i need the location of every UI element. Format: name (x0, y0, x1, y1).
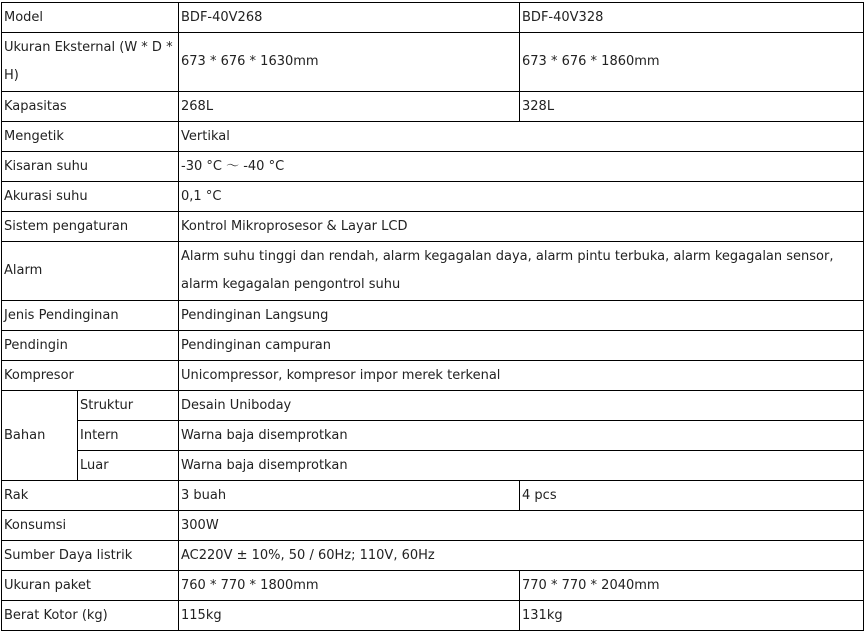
row-label: Ukuran Eksternal (W * D * H) (2, 33, 179, 92)
cell-value: Pendinginan Langsung (179, 301, 864, 331)
cell-value: 131kg (520, 601, 864, 631)
cell-value: 328L (520, 92, 864, 122)
table-row (2, 391, 864, 421)
table-row (2, 361, 864, 391)
cell-value: 268L (179, 92, 520, 122)
cell-value: 0,1 °C (179, 182, 864, 212)
cell-value: -30 °C ～ -40 °C (179, 152, 864, 182)
cell-value: 115kg (179, 601, 520, 631)
cell-value: 673 * 676 * 1630mm (179, 33, 520, 92)
cell-value: Unicompressor, kompresor impor merek terkenal (179, 361, 864, 391)
table-row (2, 601, 864, 631)
table-row (2, 571, 864, 601)
row-label: Rak (2, 481, 179, 511)
row-label: Ukuran paket (2, 571, 179, 601)
row-label: Sistem pengaturan (2, 212, 179, 242)
row-label: Kisaran suhu (2, 152, 179, 182)
table-row (2, 451, 864, 481)
row-label: Pendingin (2, 331, 179, 361)
spec-table (1, 2, 864, 631)
table-row (2, 421, 864, 451)
row-label: Sumber Daya listrik (2, 541, 179, 571)
table-row (2, 3, 864, 33)
table-row (2, 511, 864, 541)
table-row (2, 301, 864, 331)
table-row (2, 152, 864, 182)
table-row (2, 331, 864, 361)
row-label: Akurasi suhu (2, 182, 179, 212)
row-label: Kapasitas (2, 92, 179, 122)
cell-value: BDF-40V328 (520, 3, 864, 33)
cell-value: 4 pcs (520, 481, 864, 511)
cell-value: BDF-40V268 (179, 3, 520, 33)
cell-value: AC220V ± 10%, 50 / 60Hz; 110V, 60Hz (179, 541, 864, 571)
cell-value: 300W (179, 511, 864, 541)
table-row (2, 33, 864, 92)
sub-label: Luar (78, 451, 179, 481)
row-label: Konsumsi (2, 511, 179, 541)
table-row (2, 122, 864, 152)
cell-value: Warna baja disemprotkan (179, 421, 864, 451)
cell-value: Kontrol Mikroprosesor & Layar LCD (179, 212, 864, 242)
table-row (2, 242, 864, 301)
row-label: Jenis Pendinginan (2, 301, 179, 331)
table-row (2, 212, 864, 242)
table-row (2, 92, 864, 122)
cell-value: 760 * 770 * 1800mm (179, 571, 520, 601)
row-label: Model (2, 3, 179, 33)
cell-value: Vertikal (179, 122, 864, 152)
table-row (2, 182, 864, 212)
cell-value: Desain Uniboday (179, 391, 864, 421)
cell-value: Warna baja disemprotkan (179, 451, 864, 481)
cell-value: 673 * 676 * 1860mm (520, 33, 864, 92)
table-row (2, 481, 864, 511)
row-label: Alarm (2, 242, 179, 301)
sub-label: Intern (78, 421, 179, 451)
cell-value: Pendinginan campuran (179, 331, 864, 361)
table-row (2, 541, 864, 571)
cell-value: Alarm suhu tinggi dan rendah, alarm kegagalan daya, alarm pintu terbuka, alarm kegagalan sensor, alarm kegagalan pengontrol suhu (179, 242, 864, 301)
sub-label: Struktur (78, 391, 179, 421)
row-label: Bahan (2, 391, 78, 481)
row-label: Berat Kotor (kg) (2, 601, 179, 631)
row-label: Kompresor (2, 361, 179, 391)
cell-value: 770 * 770 * 2040mm (520, 571, 864, 601)
row-label: Mengetik (2, 122, 179, 152)
cell-value: 3 buah (179, 481, 520, 511)
